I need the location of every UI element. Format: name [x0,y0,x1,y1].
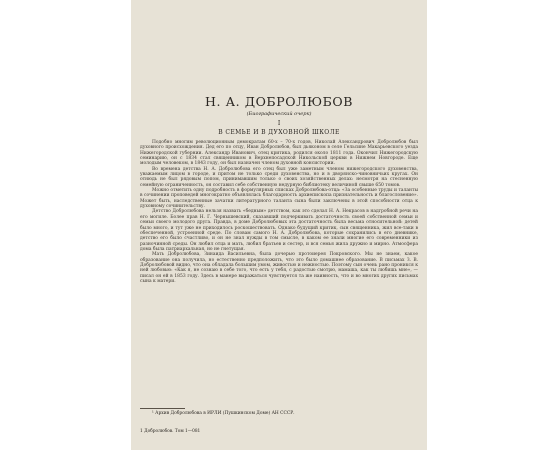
document-subtitle: (Биографический очерк) [246,111,312,117]
section-number: I [277,120,281,127]
paragraph: Детство Добролюбова нельзя назвать «бедным» детством, как это сделал Н. А. Некрасов в надгробной речи на его могиле. Более прав Н. Г. Чернышевский, сказавший подчеркивать достаточность своей собственной семьи и семьи своего молодого друга. Правда, в доме Добролюбовых эта достаточность была весьма относительной: детей было много, и тут уже не приходилось роскошествовать. Однако будущий критик, сын священника, жил все-таки в обеспеченной, устроенной среде. По словам самого Н. А. Добролюбова, которые сохранились в его дневнике, детство его было счастливо, и он не знал нужды в том смысле, в каком ее знали многие его современники из разночинной среды. Он любил отца и мать, любил братьев и сестер, и вся семья жила дружно и мирно. Атмосфера дома была патриархальная, но не гнетущая. [140,209,418,252]
paragraph: Во времена детства Н. А. Добролюбова его отец был уже заметным членом нижегородского духовенства, уважаемым лицом в городе, и притом не только среди духовенства, но и в дворянско-чиновничьих кругах. Он отнюдь не был рядовым попом, принимавшим только о своих хозяйственных делах: несмотря на стесненную семейную ограниченность, он составил себе собственную недурную библиотеку величиной свыше 650 томов. [140,166,418,188]
footnote-divider [140,408,185,409]
paragraph: Мать Добролюбова, Зинаида Васильевна, была дочерью протоиерея Покровского. Мы не знаем, какое образование она получила, но естественно предположить, что это было домашнее образование. В письмах З. В. Добролюбовой видно, что она обладала большим умом, живостью и нежностью. Поэтому сын очень рано проникся к ней любовью: «Как я, не сознаю в себе того, что есть у тебя, с радостью смотрю, мамаша, как ты любишь мне», — писал он ей в 1853 году. Здесь в манере выражаться чувствуется та же наивность, что и во многих других письмах сына к матери. [140,252,418,284]
section-title: В СЕМЬЕ И В ДУХОВНОЙ ШКОЛЕ [218,129,340,136]
document-title: Н. А. ДОБРОЛЮБОВ [204,94,354,109]
paragraph: Можно отметить одну подробность в формулярных списках Добролюбова-отца: «За особенные труды и таланты в сочинении проповедей многократно объявлялась благодарность архиепископа признательность и благословение». Может быть, наследственные зачатки литературного таланта сына были заключены в этой способности отца к духовному сочинительству. [140,188,418,210]
document-page [131,0,427,450]
paragraph: Подобно многим революционным демократам 60-х – 70-х годов, Николай Александрович Добролюбов был духовного происхождения. Дед его по отцу, Иван Добролюбов, был дьяконом в селе Гельсине Макарьевского уезда Нижегородской губернии. Александр Иванович, отец критика, родился около 1811 года. Окончил Нижегородскую семинарию, он с 1834 стал священником в Верхнепосадской Никольской церкви в Нижнем Новгороде. Еще молодым человеком, в 1843 году, он был назначен членом духовной консистории. [140,140,418,167]
footnote: ¹ Архив Добролюбова в ИРЛИ (Пушкинском Доме) АН СССР. [152,411,295,416]
printer-signature: 1 Добролюбов. Том 1—081 [140,429,201,434]
body-text [140,140,418,284]
